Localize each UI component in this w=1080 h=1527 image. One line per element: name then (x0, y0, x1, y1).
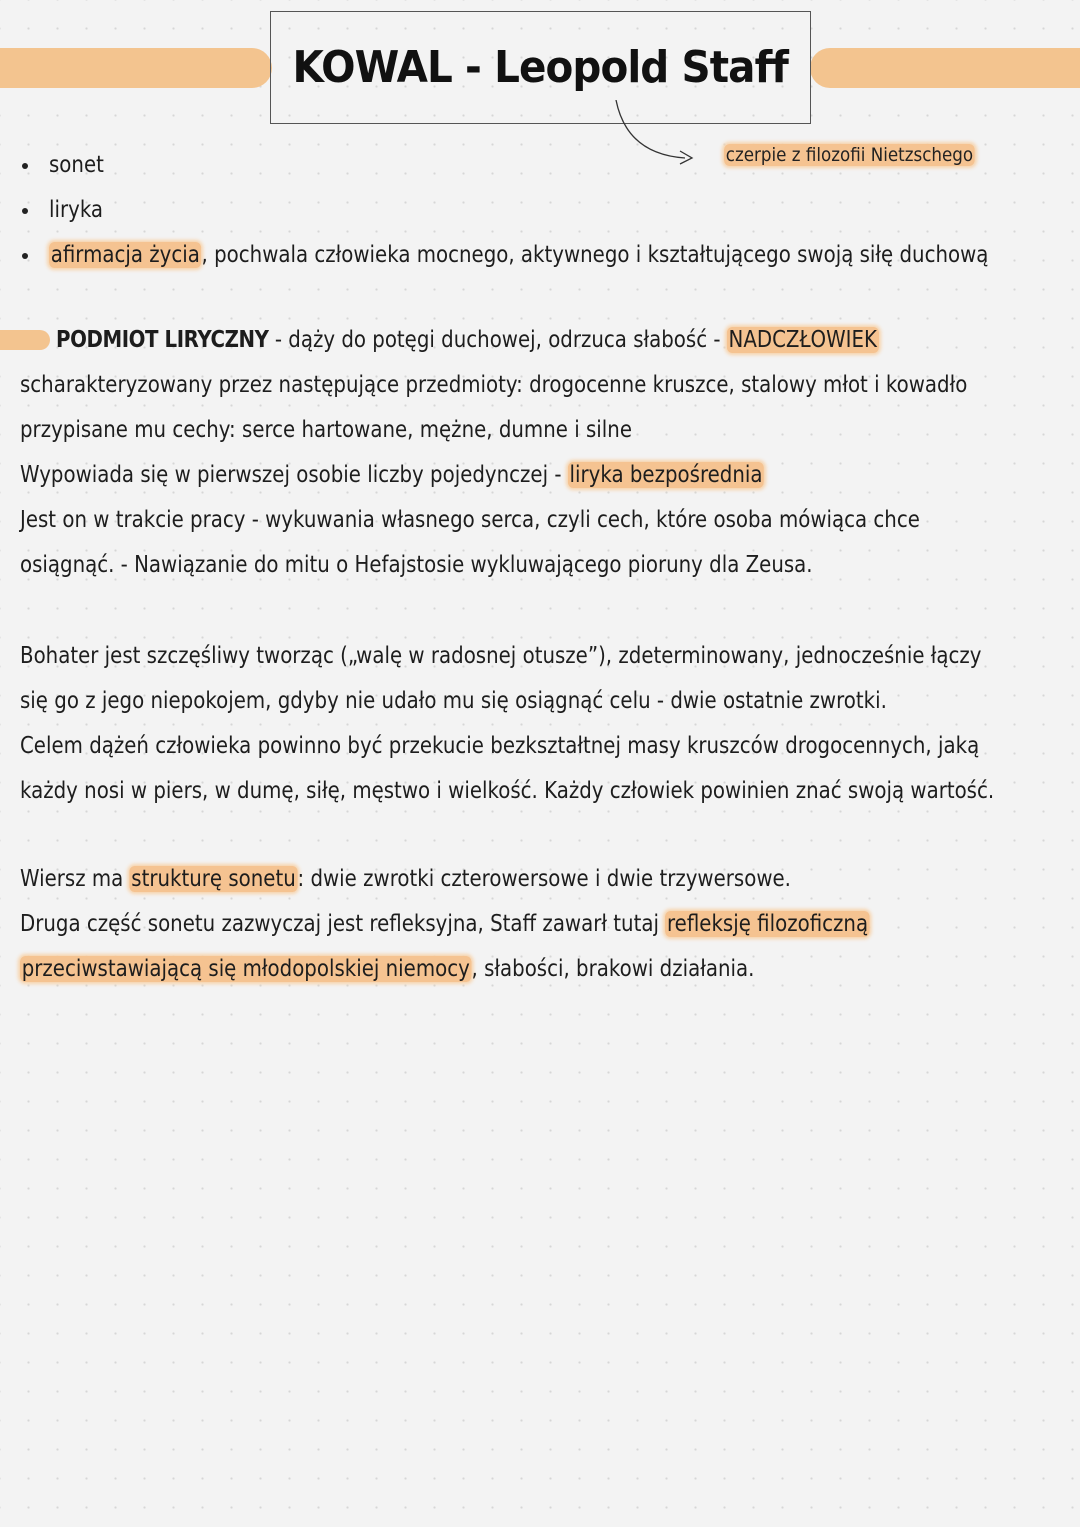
section-heading: PODMIOT LIRYCZNY (56, 327, 269, 353)
list-item: sonet (20, 143, 1080, 188)
bullet-icon (22, 163, 28, 169)
hero-section: Bohater jest szczęśliwy tworząc („walę w radosnej otusze”), zdeterminowany, jednocześnie łączy się go z jego niepokojem, gdyby nie udało mu się osiągnąć celu - dwie ostatnie zwrotki. Celem dążeń człowieka powinno być przekucie bezkształtnej masy kruszców drogocennych, jaką każdy nosi w piers, w dumę, siłę, męstwo i wielkość. Każdy człowiek powinien znać swoją wartość. (20, 643, 995, 804)
annotation-note: czerpie z filozofii Nietzschego (725, 144, 974, 166)
subject-section: scharakteryzowany przez następujące przedmioty: drogocenne kruszce, stalowy młot i kowadło przypisane mu cechy: serce hartowane, mężne, dumne i silne Wypowiada się w pierwszej osobie liczby pojedynczej - liryka bezpośrednia Jest on w trakcie pracy - wykuwania własnego serca, czyli cech, które osoba mówiąca chce osiągnąć. - Nawiązanie do mitu o Hefajstosie wykluwającego pioruny dla Zeusa. (20, 372, 968, 578)
highlight: przeciwstawiającą się młodopolskiej niemocy (21, 956, 470, 982)
highlight: refleksję filozoficzną (666, 911, 869, 937)
title-box (270, 11, 811, 124)
section-marker (0, 330, 50, 350)
highlight: liryka bezpośrednia (569, 462, 763, 488)
list-item: afirmacja życia, pochwala człowieka mocnego, aktywnego i kształtującego swoją siłę duchową (20, 233, 1080, 278)
bullet-list (20, 143, 1080, 278)
decorative-band-left (0, 48, 272, 88)
bullet-icon (22, 208, 28, 214)
list-item: liryka (20, 188, 1080, 233)
highlight: strukturę sonetu (131, 866, 296, 892)
subject-heading-line: PODMIOT LIRYCZNY - dąży do potęgi duchowej, odrzuca słabość - NADCZŁOWIEK (56, 327, 877, 353)
highlight: NADCZŁOWIEK (728, 327, 877, 353)
page-title: KOWAL - Leopold Staff (292, 42, 789, 93)
decorative-band-right (810, 48, 1080, 88)
highlight: afirmacja życia (50, 242, 200, 268)
bullet-icon (22, 253, 28, 259)
structure-section: Wiersz ma strukturę sonetu: dwie zwrotki czterowersowe i dwie trzywersowe. Druga część sonetu zazwyczaj jest refleksyjna, Staff zawarł tutaj refleksję filozoficzną przeciwstawiającą się młodopolskiej niemocy, słabości, brakowi działania. (20, 866, 869, 982)
